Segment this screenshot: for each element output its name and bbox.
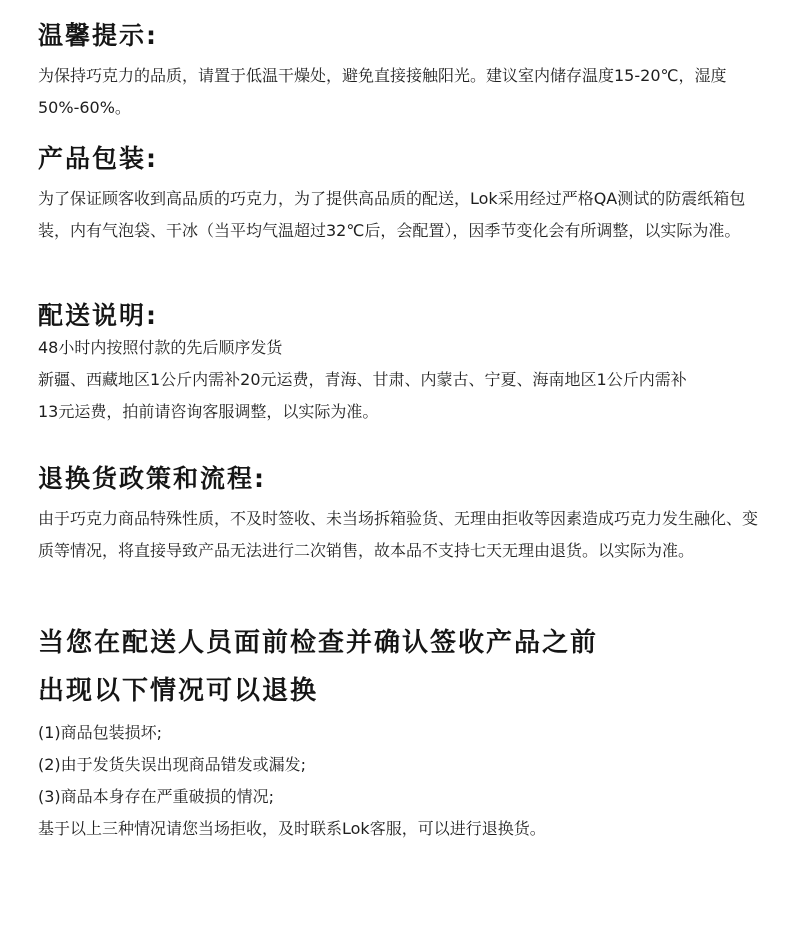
packaging-heading: 产品包装: [38, 144, 158, 173]
shipping-section [38, 298, 768, 428]
conditions-heading-line2: 出现以下情况可以退换 [38, 676, 319, 706]
storage-text: 为保持巧克力的品质，请置于低温干燥处，避免直接接触阳光。建议室内储存温度15-20℃，湿度50%-60%。 [38, 66, 727, 117]
shipping-lines [38, 332, 768, 428]
conditions-list [38, 717, 768, 845]
shipping-line: 48小时内按照付款的先后顺序发货 [38, 338, 283, 357]
condition-item: (1)商品包装损坏; [38, 723, 163, 742]
packaging-text: 为了保证顾客收到高品质的巧克力，为了提供高品质的配送，Lok采用经过严格QA测试的防震纸箱包装，内有气泡袋、干冰（当平均气温超过32℃后，会配置），因季节变化会有所调整，以实际为准。 [38, 189, 746, 240]
conditions-section [38, 619, 768, 845]
condition-item: 基于以上三种情况请您当场拒收，及时联系Lok客服，可以进行退换货。 [38, 819, 546, 838]
packaging-section [38, 141, 768, 247]
condition-item: (2)由于发货失误出现商品错发或漏发; [38, 755, 307, 774]
shipping-line: 13元运费，拍前请咨询客服调整，以实际为准。 [38, 402, 379, 421]
returns-heading: 退换货政策和流程: [38, 464, 266, 493]
conditions-heading-line1: 当您在配送人员面前检查并确认签收产品之前 [38, 628, 599, 658]
returns-text: 由于巧克力商品特殊性质，不及时签收、未当场拆箱验货、无理由拒收等因素造成巧克力发生融化、变质等情况，将直接导致产品无法进行二次销售，故本品不支持七天无理由退货。以实际为准。 [38, 509, 759, 560]
returns-section [38, 461, 768, 567]
condition-item: (3)商品本身存在严重破损的情况; [38, 787, 275, 806]
storage-section [38, 18, 768, 124]
storage-heading: 温馨提示: [38, 21, 158, 50]
shipping-line: 新疆、西藏地区1公斤内需补20元运费，青海、甘肃、内蒙古、宁夏、海南地区1公斤内需补 [38, 370, 687, 389]
shipping-heading: 配送说明: [38, 301, 158, 330]
